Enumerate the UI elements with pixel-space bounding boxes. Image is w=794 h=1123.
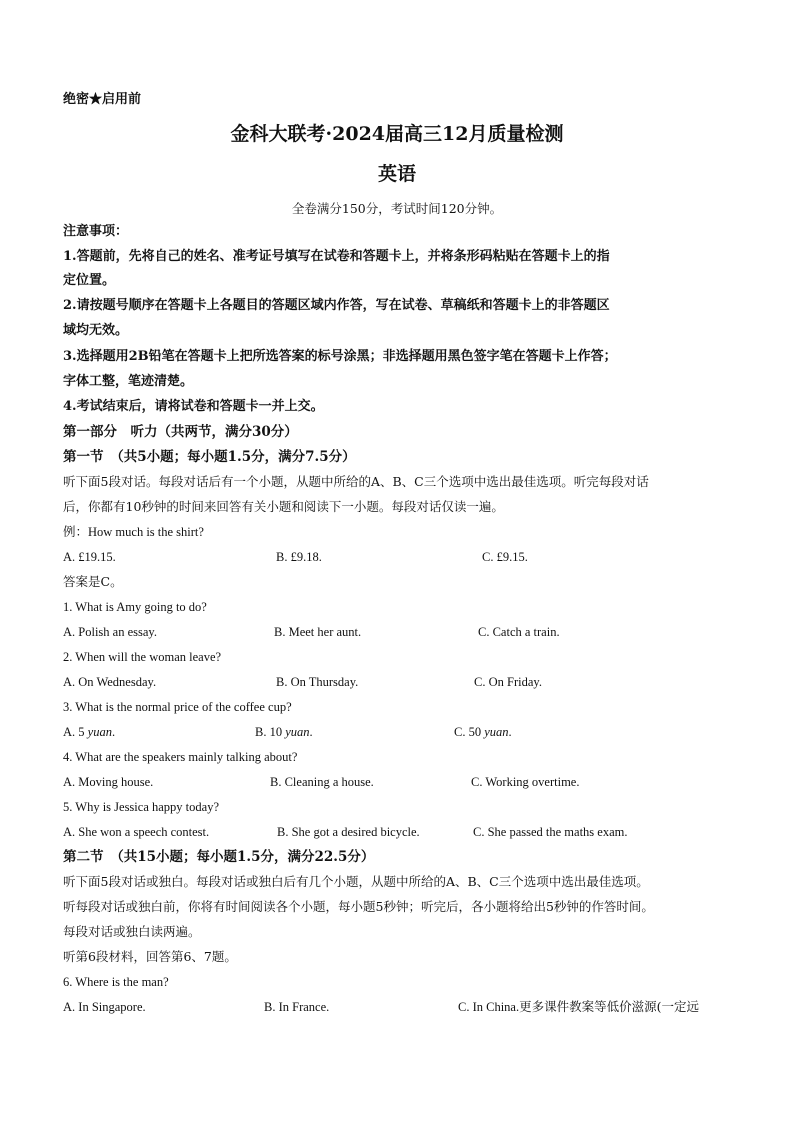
q6-option-b: B. In France. <box>264 1000 330 1014</box>
note-item: 定位置。 <box>63 273 116 288</box>
note-item: 2.请按题号顺序在答题卡上各题目的答题区域内作答，写在试卷、草稿纸和答题卡上的非答题区 <box>63 298 610 313</box>
section1-instruction: 听下面5段对话。每段对话后有一个小题，从题中所给的A、B、C三个选项中选出最佳选项。听完每段对话 <box>63 474 649 489</box>
q3-option-c: C. 50 yuan. <box>454 725 512 739</box>
q4-option-b: B. Cleaning a house. <box>270 775 374 789</box>
example-option-b: B. £9.18. <box>276 550 322 564</box>
section1-instruction: 后，你都有10秒钟的时间来回答有关小题和阅读下一小题。每段对话仅读一遍。 <box>63 499 504 514</box>
section2-instruction: 听下面5段对话或独白。每段对话或独白后有几个小题，从题中所给的A、B、C三个选项中选出最佳选项。 <box>63 874 649 889</box>
q1-option-a: A. Polish an essay. <box>63 625 157 639</box>
example-option-c: C. £9.15. <box>482 550 528 564</box>
question-1: 1. What is Amy going to do? <box>63 600 207 614</box>
exam-info: 全卷满分150分，考试时间120分钟。 <box>291 201 503 216</box>
q5-option-a: A. She won a speech contest. <box>63 825 210 839</box>
q6-option-c-text: C. In China. <box>458 1000 520 1014</box>
note-item: 字体工整，笔迹清楚。 <box>63 374 194 389</box>
section2-instruction: 听每段对话或独白前，你将有时间阅读各个小题，每小题5秒钟；听完后，各小题将给出5秒钟的作答时间。 <box>63 899 654 914</box>
watermark-text: 更多课件教案等低价滋源(一定远 <box>519 999 699 1014</box>
exam-title: 金科大联考·2024届高三12月质量检测 <box>230 123 564 145</box>
note-item: 1.答题前，先将自己的姓名、准考证号填写在试卷和答题卡上，并将条形码粘贴在答题卡上的指 <box>63 249 610 264</box>
part1-heading: 第一部分 听力（共两节，满分30分） <box>63 424 298 440</box>
question-4: 4. What are the speakers mainly talking about? <box>63 750 298 764</box>
section2-instruction: 每段对话或独白读两遍。 <box>63 924 201 939</box>
q1-option-b: B. Meet her aunt. <box>274 625 362 639</box>
q6-option-a: A. In Singapore. <box>63 1000 146 1014</box>
note-item: 4.考试结束后，请将试卷和答题卡一并上交。 <box>63 399 324 414</box>
q3-option-a: A. 5 yuan. <box>63 725 116 739</box>
section1-heading: 第一节 （共5小题；每小题1.5分，满分7.5分） <box>63 449 356 465</box>
q2-option-c: C. On Friday. <box>474 675 542 689</box>
q2-option-a: A. On Wednesday. <box>63 675 157 689</box>
material-note: 听第6段材料，回答第6、7题。 <box>63 949 237 964</box>
question-2: 2. When will the woman leave? <box>63 650 222 664</box>
q5-option-b: B. She got a desired bicycle. <box>277 825 420 839</box>
note-item: 3.选择题用2B铅笔在答题卡上把所选答案的标号涂黑；非选择题用黑色签字笔在答题卡上作答； <box>63 349 617 364</box>
secret-label: 绝密★启用前 <box>63 92 142 107</box>
q3-option-b: B. 10 yuan. <box>255 725 313 739</box>
notes-heading: 注意事项： <box>63 224 129 239</box>
subject-title: 英语 <box>377 163 416 185</box>
example-option-a: A. £19.15. <box>63 550 116 564</box>
question-6: 6. Where is the man? <box>63 975 169 989</box>
section2-heading: 第二节 （共15小题；每小题1.5分，满分22.5分） <box>63 849 375 865</box>
q2-option-b: B. On Thursday. <box>276 675 359 689</box>
example-answer: 答案是C。 <box>63 574 123 589</box>
q6-option-c <box>458 999 699 1015</box>
q4-option-c: C. Working overtime. <box>471 775 580 789</box>
q1-option-c: C. Catch a train. <box>478 625 560 639</box>
example-question: 例：How much is the shirt? <box>63 525 204 539</box>
question-3: 3. What is the normal price of the coffee cup? <box>63 700 292 714</box>
question-5: 5. Why is Jessica happy today? <box>63 800 219 814</box>
note-item: 域均无效。 <box>63 323 129 338</box>
q5-option-c: C. She passed the maths exam. <box>473 825 628 839</box>
q4-option-a: A. Moving house. <box>63 775 154 789</box>
